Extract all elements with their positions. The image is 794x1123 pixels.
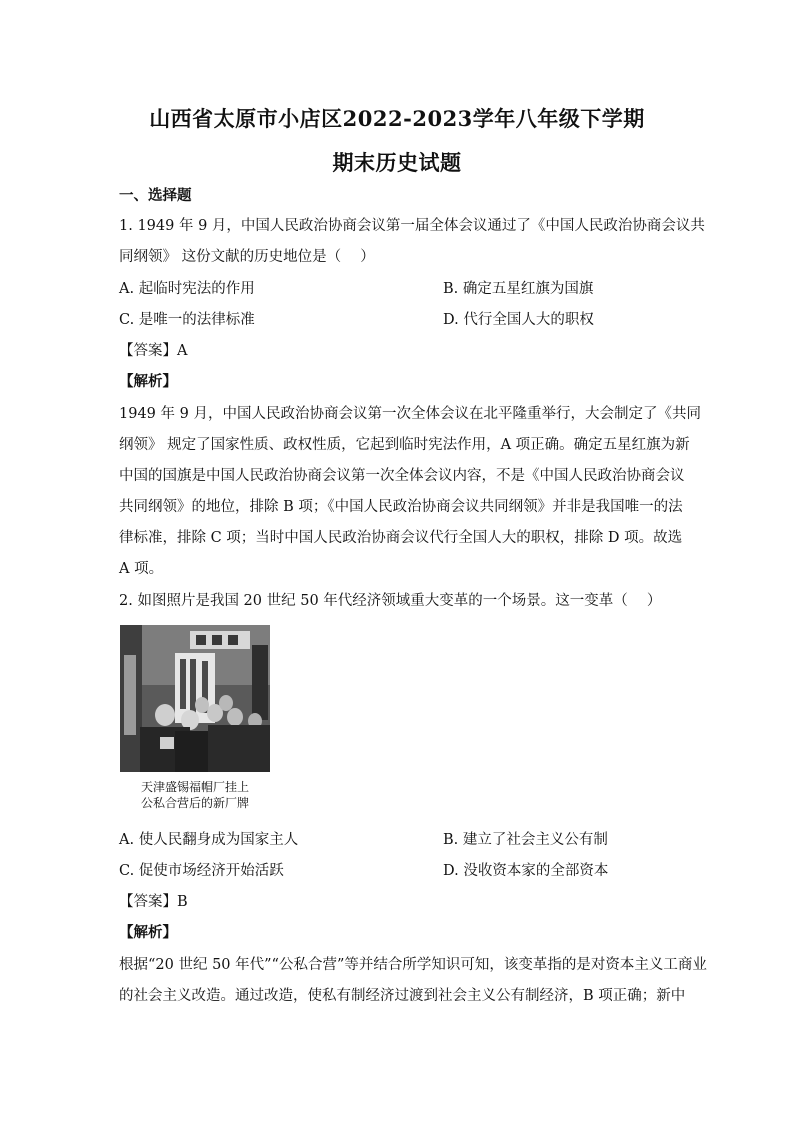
- q1-answer: 【答案】A: [119, 343, 188, 359]
- q1-analysis-line: 中国的国旗是中国人民政治协商会议第一次全体会议内容，不是《中国人民政治协商会议: [119, 468, 685, 484]
- q1-option-a: A. 起临时宪法的作用: [119, 281, 255, 297]
- q2-answer: 【答案】B: [119, 894, 188, 910]
- q2-option-b: B. 建立了社会主义公有制: [443, 832, 608, 848]
- q2-analysis-label: 【解析】: [119, 924, 177, 941]
- q1-analysis-line: 纲领》 规定了国家性质、政权性质，它起到临时宪法作用，A 项正确。确定五星红旗为新: [119, 437, 690, 453]
- photo-illustration: [120, 625, 270, 772]
- q2-analysis-line: 根据“20 世纪 50 年代”“公私合营”等并结合所学知识可知，该变革指的是对资本主义工商业: [119, 957, 707, 973]
- document-title: 山西省太原市小店区2022-2023学年八年级下学期: [149, 106, 645, 131]
- photo-caption-line: 天津盛锡福帽厂挂上: [140, 780, 249, 794]
- document-subtitle: 期末历史试题: [332, 150, 462, 175]
- q1-option-b: B. 确定五星红旗为国旗: [443, 281, 594, 297]
- q2-option-d: D. 没收资本家的全部资本: [443, 863, 609, 879]
- q1-analysis-line: 律标准，排除 C 项；当时中国人民政治协商会议代行全国人大的职权，排除 D 项。故选: [119, 530, 683, 546]
- historical-photo: [120, 625, 270, 772]
- q1-analysis-line: A 项。: [119, 561, 164, 577]
- q2-option-c: C. 促使市场经济开始活跃: [119, 863, 284, 879]
- section-heading: 一、选择题: [119, 187, 192, 204]
- q1-stem-line: 同纲领》 这份文献的历史地位是（ ）: [119, 249, 375, 265]
- q2-stem: 2. 如图照片是我国 20 世纪 50 年代经济领域重大变革的一个场景。这一变革（ ）: [119, 593, 662, 609]
- q1-option-d: D. 代行全国人大的职权: [443, 312, 594, 328]
- q1-stem-line: 1. 1949 年 9 月，中国人民政治协商会议第一届全体会议通过了《中国人民政治协商会议共: [119, 218, 705, 234]
- q2-analysis-line: 的社会主义改造。通过改造，使私有制经济过渡到社会主义公有制经济，B 项正确；新中: [119, 988, 686, 1004]
- q2-option-a: A. 使人民翻身成为国家主人: [119, 832, 299, 848]
- q1-analysis-line: 1949 年 9 月，中国人民政治协商会议第一次全体会议在北平隆重举行，大会制定了《共同: [119, 406, 701, 422]
- q1-analysis-line: 共同纲领》的地位，排除 B 项；《中国人民政治协商会议共同纲领》并非是我国唯一的法: [119, 499, 683, 515]
- photo-caption-line: 公私合营后的新厂牌: [140, 796, 249, 810]
- q1-option-c: C. 是唯一的法律标准: [119, 312, 255, 328]
- q1-analysis-label: 【解析】: [119, 373, 177, 390]
